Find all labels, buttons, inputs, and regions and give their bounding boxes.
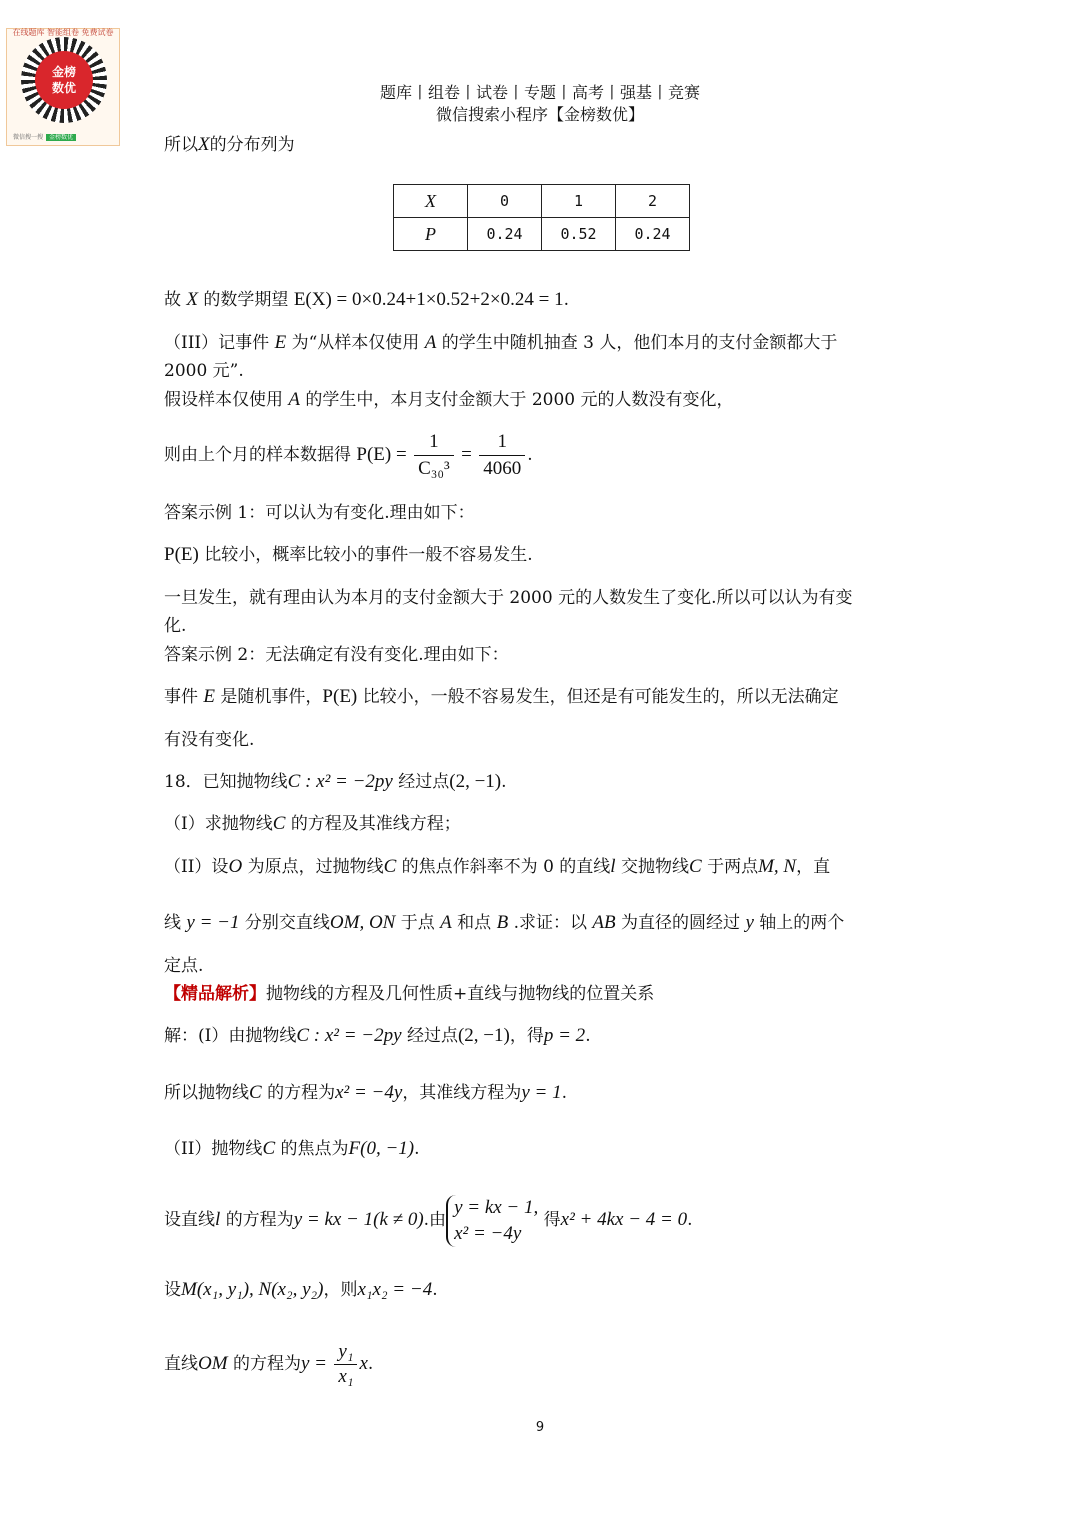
table-cell: 0.24 — [616, 218, 690, 251]
table-cell: 0.24 — [468, 218, 542, 251]
qr-center-line1: 金榜 — [51, 65, 76, 79]
distribution-table — [393, 184, 690, 251]
intro-line: 所以X的分布列为 — [164, 134, 295, 155]
question-18-part2: （II）设O 为原点，过抛物线C 的焦点作斜率不为 0 的直线l 交抛物线C 于两点M, N，直 — [164, 856, 831, 877]
table-row — [394, 185, 690, 218]
qr-center-line2: 数优 — [51, 81, 76, 95]
expectation-line: 故 X 的数学期望 E(X) = 0×0.24+1×0.52+2×0.24 = 1. — [164, 289, 569, 310]
fraction: $\frac{\text{y₁}}{\text{x₁}}$ — [334, 1340, 357, 1389]
answer-example-2: 答案示例 2：无法确定有没有变化.理由如下： — [164, 645, 509, 665]
solution-line5: 设M(x₁, y₁), N(x₂, y₂)，则x₁x₂ = −4. — [164, 1279, 438, 1300]
table-cell: 0 — [468, 185, 542, 218]
solution-line4: 设直线l 的方程为y = kx − 1(k ≠ 0).由y = kx − 1, x² = −4y 得x² + 4kx − 4 = 0. — [164, 1192, 693, 1248]
part3-line3: 假设样本仅使用 A 的学生中，本月支付金额大于 2000 元的人数没有变化， — [164, 389, 734, 410]
table-cell: 0.52 — [542, 218, 616, 251]
solution-line6: 直线OM 的方程为y = $\frac{\text{y₁}}{\text{x₁}}$ x. — [164, 1341, 374, 1387]
answer-example-1: 答案示例 1：可以认为有变化.理由如下： — [164, 503, 475, 523]
part3-line1: （III）记事件 E 为“从样本仅使用 A 的学生中随机抽查 3 人，他们本月的支付金额都大于 — [164, 332, 838, 353]
question-18-part2-line3: 定点. — [164, 956, 204, 976]
solution-line3: （II）抛物线C 的焦点为F(0, −1). — [164, 1138, 420, 1159]
table-cell: 1 — [542, 185, 616, 218]
solution-line2: 所以抛物线C 的方程为x² = −4y，其准线方程为y = 1. — [164, 1082, 567, 1103]
answer-example-1-line3: 一旦发生，就有理由认为本月的支付金额大于 2000 元的人数发生了变化.所以可以认为有变 — [164, 588, 853, 608]
table-cell: 2 — [616, 185, 690, 218]
answer-example-1-line4: 化. — [164, 616, 187, 636]
table-row — [394, 218, 690, 251]
table-cell: X — [394, 185, 468, 218]
header-nav: 题库丨组卷丨试卷丨专题丨高考丨强基丨竞赛 — [379, 83, 700, 102]
analysis-tag: 【精品解析】 — [164, 984, 266, 1004]
qr-bottom-text: 微信搜一搜 金榜数优 — [13, 132, 76, 141]
part3-prob-line: 则由上个月的样本数据得 P(E) = $\frac{1}{\text{C₃₀³}}$ = $\frac{1}{4060}$ . — [164, 428, 533, 482]
answer-example-2-line2: 事件 E 是随机事件，P(E) 比较小，一般不容易发生，但还是有可能发生的，所以无法确定 — [164, 686, 839, 707]
qr-top-text: 在线题库 智能组卷 免费试卷 — [12, 28, 114, 37]
table-cell: P — [394, 218, 468, 251]
fraction: $\frac{1}{\text{C₃₀³}}$ — [414, 429, 454, 482]
fraction: $\frac{1}{4060}$ — [479, 429, 525, 482]
answer-example-2-line3: 有没有变化. — [164, 730, 255, 750]
page-number: 9 — [535, 1420, 545, 1435]
question-18-part2-line2: 线 y = −1 分别交直线OM, ON 于点 A 和点 B .求证：以 AB 为直径的圆经过 y 轴上的两个 — [164, 912, 845, 933]
question-18: 18．已知抛物线C : x² = −2py 经过点(2, −1). — [164, 771, 507, 792]
part3-line2: 2000 元”. — [164, 361, 244, 381]
analysis-line: 【精品解析】抛物线的方程及几何性质+直线与抛物线的位置关系 — [164, 984, 655, 1004]
equation-system: y = kx − 1, x² = −4y — [446, 1195, 538, 1247]
solution-line1: 解：(I）由抛物线C : x² = −2py 经过点(2, −1)，得p = 2. — [164, 1025, 591, 1046]
header-subtitle: 微信搜索小程序【金榜数优】 — [435, 105, 644, 124]
question-18-part1: （I）求抛物线C 的方程及其准线方程； — [164, 813, 461, 834]
answer-example-1-line2: P(E) 比较小，概率比较小的事件一般不容易发生. — [164, 544, 533, 565]
